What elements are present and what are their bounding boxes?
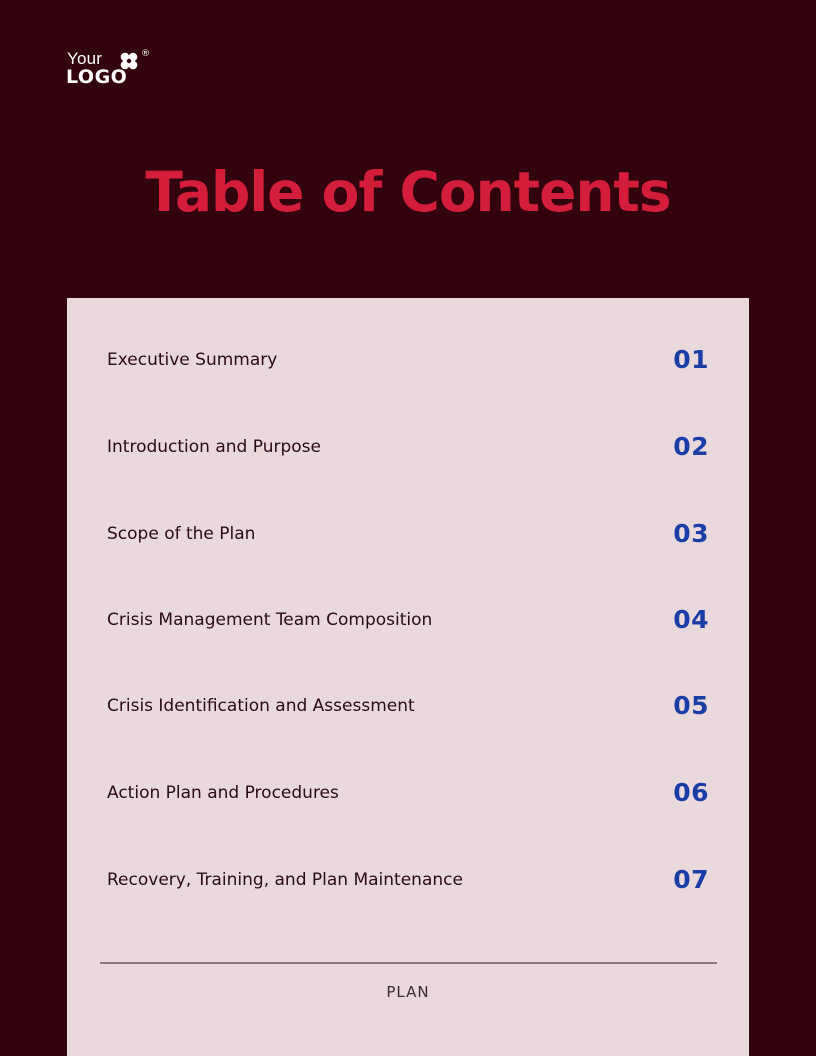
registered-mark: ® (141, 49, 150, 59)
toc-item-number: 04 (673, 605, 709, 634)
toc-item-label: Recovery, Training, and Plan Maintenance (107, 870, 463, 890)
toc-item[interactable] (67, 516, 749, 552)
toc-item[interactable] (67, 775, 749, 811)
toc-item-number: 05 (673, 691, 709, 720)
toc-item[interactable] (67, 862, 749, 898)
logo-text-your: Your (67, 49, 103, 68)
toc-item-label: Scope of the Plan (107, 524, 256, 544)
toc-item-label: Executive Summary (107, 350, 278, 370)
toc-item[interactable] (67, 429, 749, 465)
toc-item-number: 03 (673, 519, 709, 548)
toc-item[interactable] (67, 342, 749, 378)
footer-label: PLAN (386, 983, 430, 1001)
toc-item-label: Action Plan and Procedures (107, 783, 339, 803)
toc-panel (67, 298, 749, 1056)
footer-divider (100, 962, 717, 964)
toc-item-number: 07 (673, 865, 709, 894)
toc-item-number: 06 (673, 778, 709, 807)
toc-item-number: 02 (673, 432, 709, 461)
toc-item[interactable] (67, 688, 749, 724)
toc-item-label: Crisis Identification and Assessment (107, 696, 415, 716)
toc-item[interactable] (67, 602, 749, 638)
toc-item-label: Crisis Management Team Composition (107, 610, 433, 630)
page-title: Table of Contents (145, 160, 671, 224)
logo (66, 49, 156, 89)
toc-item-label: Introduction and Purpose (107, 437, 321, 457)
toc-item-number: 01 (673, 345, 709, 374)
logo-text-logo: LOGO (66, 66, 128, 88)
